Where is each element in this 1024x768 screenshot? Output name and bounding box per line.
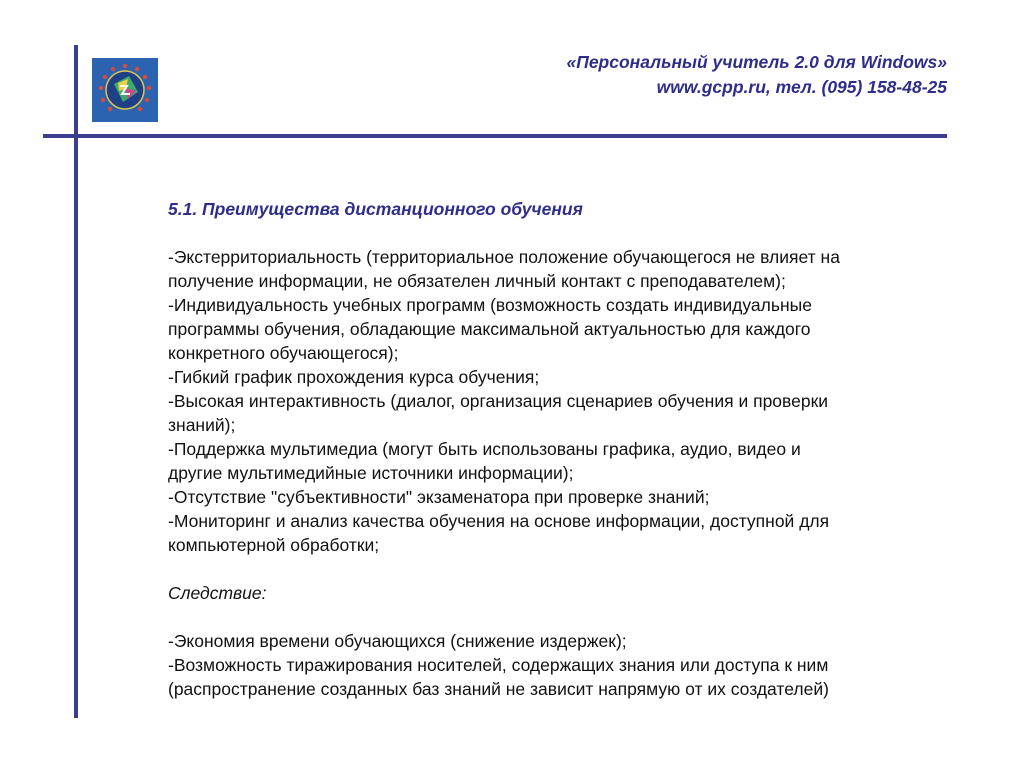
spacer xyxy=(168,605,958,629)
section-title: 5.1. Преимущества дистанционного обучения xyxy=(168,199,583,219)
header-title: «Персональный учитель 2.0 для Windows» xyxy=(566,52,947,72)
header-contacts: www.gcpp.ru, тел. (095) 158-48-25 xyxy=(656,77,947,97)
advantage-line: конкретного обучающегося); xyxy=(168,343,399,363)
main-content xyxy=(168,197,958,701)
horizontal-rule xyxy=(43,134,947,138)
advantage-line: -Индивидуальность учебных программ (возможность создать индивидуальные xyxy=(168,295,812,315)
gcpp-logo-icon xyxy=(92,58,158,122)
advantage-line: компьютерной обработки; xyxy=(168,535,380,555)
consequence-line: (распространение созданных баз знаний не зависит напрямую от их создателей) xyxy=(168,679,829,699)
advantage-line: -Поддержка мультимедиа (могут быть использованы графика, аудио, видео и xyxy=(168,439,801,459)
advantage-line: знаний); xyxy=(168,415,236,435)
spacer xyxy=(168,221,958,245)
advantage-line: -Отсутствие "субъективности" экзаменатора при проверке знаний; xyxy=(168,487,710,507)
consequence-line: -Возможность тиражирования носителей, содержащих знания или доступа к ним xyxy=(168,655,829,675)
consequence-label: Следствие: xyxy=(168,583,267,603)
advantage-line: другие мультимедийные источники информации); xyxy=(168,463,574,483)
advantage-line: -Гибкий график прохождения курса обучения; xyxy=(168,367,540,387)
advantage-line: получение информации, не обязателен личный контакт с преподавателем); xyxy=(168,271,786,291)
advantage-line: -Мониторинг и анализ качества обучения на основе информации, доступной для xyxy=(168,511,830,531)
header xyxy=(567,50,948,100)
advantage-line: -Высокая интерактивность (диалог, организация сценариев обучения и проверки xyxy=(168,391,829,411)
advantage-line: -Экстерриториальность (территориальное положение обучающегося не влияет на xyxy=(168,247,840,267)
vertical-rule xyxy=(74,45,78,718)
advantage-line: программы обучения, обладающие максимальной актуальностью для каждого xyxy=(168,319,811,339)
consequence-line: -Экономия времени обучающихся (снижение издержек); xyxy=(168,631,627,651)
spacer xyxy=(168,557,958,581)
